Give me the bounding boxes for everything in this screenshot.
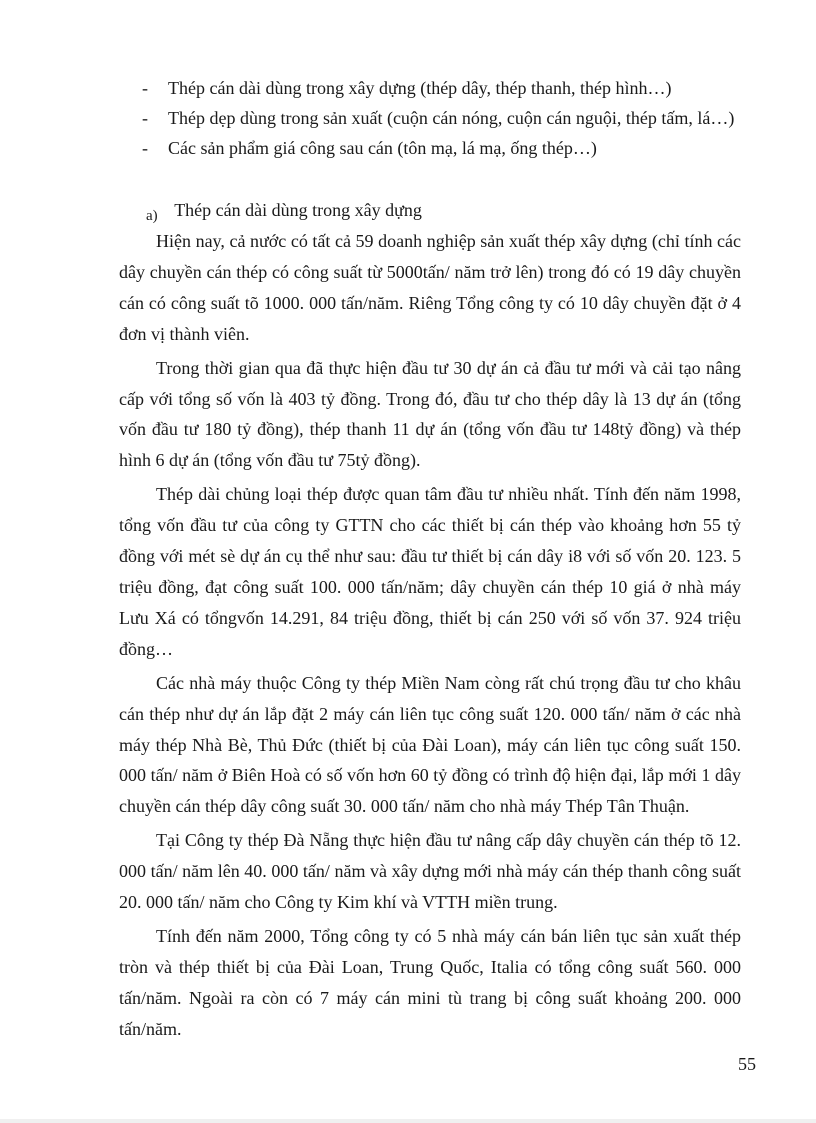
page-number: 55 [738,1054,756,1074]
bullet-list [142,74,742,164]
section-heading [146,196,746,227]
paragraph: Thép dài chủng loại thép được quan tâm đầu tư nhiều nhất. Tính đến năm 1998, tổng vốn đầu tư của công ty GTTN cho các thiết bị cán thép vào khoảng hơn 55 tỷ đồng với mét sè dự án cụ thể như sau: đầu tư thiết bị cán dây i8 với số vốn 20. 123. 5 triệu đồng, đạt công suất 100. 000 tấn/năm; dây chuyền cán thép 10 giá ở nhà máy Lưu Xá có tổngvốn 14.291, 84 triệu đồng, thiết bị cán 250 với số vốn 37. 924 triệu đồng… [119,484,741,659]
paragraph: Tại Công ty thép Đà Nẵng thực hiện đầu tư nâng cấp dây chuyền cán thép tõ 12. 000 tấn/ năm lên 40. 000 tấn/ năm và xây dựng mới nhà máy cán thép thanh công suất 20. 000 tấn/ năm cho Công ty Kim khí và VTTH miền trung. [119,830,741,913]
bullet-item [142,104,742,133]
bullet-text: Thép dẹp dùng trong sản xuất (cuộn cán nóng, cuộn cán nguội, thép tấm, lá…) [168,108,735,128]
paragraph: Các nhà máy thuộc Công ty thép Miền Nam còng rất chú trọng đầu tư cho khâu cán thép như dự án lắp đặt 2 máy cán liên tục công suất 120. 000 tấn/ năm ở các nhà máy thép Nhà Bè, Thủ Đức (thiết bị của Đài Loan), máy cán liên tục công suất 150. 000 tấn/ năm ở Biên Hoà có số vốn hơn 60 tỷ đồng có trình độ hiện đại, lắp mới 1 dây chuyền cán thép dây công suất 30. 000 tấn/ năm cho nhà máy Thép Tân Thuận. [119,672,741,817]
section-title: Thép cán dài dùng trong xây dựng [174,200,422,220]
bullet-text: Các sản phẩm giá công sau cán (tôn mạ, lá mạ, ống thép…) [168,138,597,158]
bullet-item [142,74,742,103]
paragraph: Trong thời gian qua đã thực hiện đầu tư 30 dự án cả đầu tư mới và cải tạo nâng cấp với tổng số vốn là 403 tỷ đồng. Trong đó, đầu tư cho thép dây là 13 dự án (tổng vốn đầu tư 180 tỷ đồng), thép thanh 11 dự án (tổng vốn đầu tư 148tỷ đồng) và thép hình 6 dự án (tổng vốn đầu tư 75tỷ đồng). [119,357,741,471]
paragraph: Hiện nay, cả nước có tất cả 59 doanh nghiệp sản xuất thép xây dựng (chỉ tính các dây chuyền cán thép có công suất từ 5000tấn/ năm trở lên) trong đó có 19 dây chuyền cán có công suất tõ 1000. 000 tấn/năm. Riêng Tổng công ty có 10 dây chuyền đặt ở 4 đơn vị thành viên. [119,231,741,344]
body-text [119,226,741,1048]
bullet-dash: - [142,108,148,128]
bullet-dash: - [142,138,148,158]
bullet-dash: - [142,78,148,98]
bullet-text: Thép cán dài dùng trong xây dựng (thép dây, thép thanh, thép hình…) [168,78,672,98]
bullet-item [142,134,742,163]
page-bottom-edge [0,1119,816,1123]
section-label: a) [146,208,158,224]
paragraph: Tính đến năm 2000, Tổng công ty có 5 nhà máy cán bán liên tục sản xuất thép tròn và thép thiết bị của Đài Loan, Trung Quốc, Italia có tổng công suất 560. 000 tấn/năm. Ngoài ra còn có 7 máy cán mini tù trang bị công suất khoảng 200. 000 tấn/năm. [119,925,741,1039]
